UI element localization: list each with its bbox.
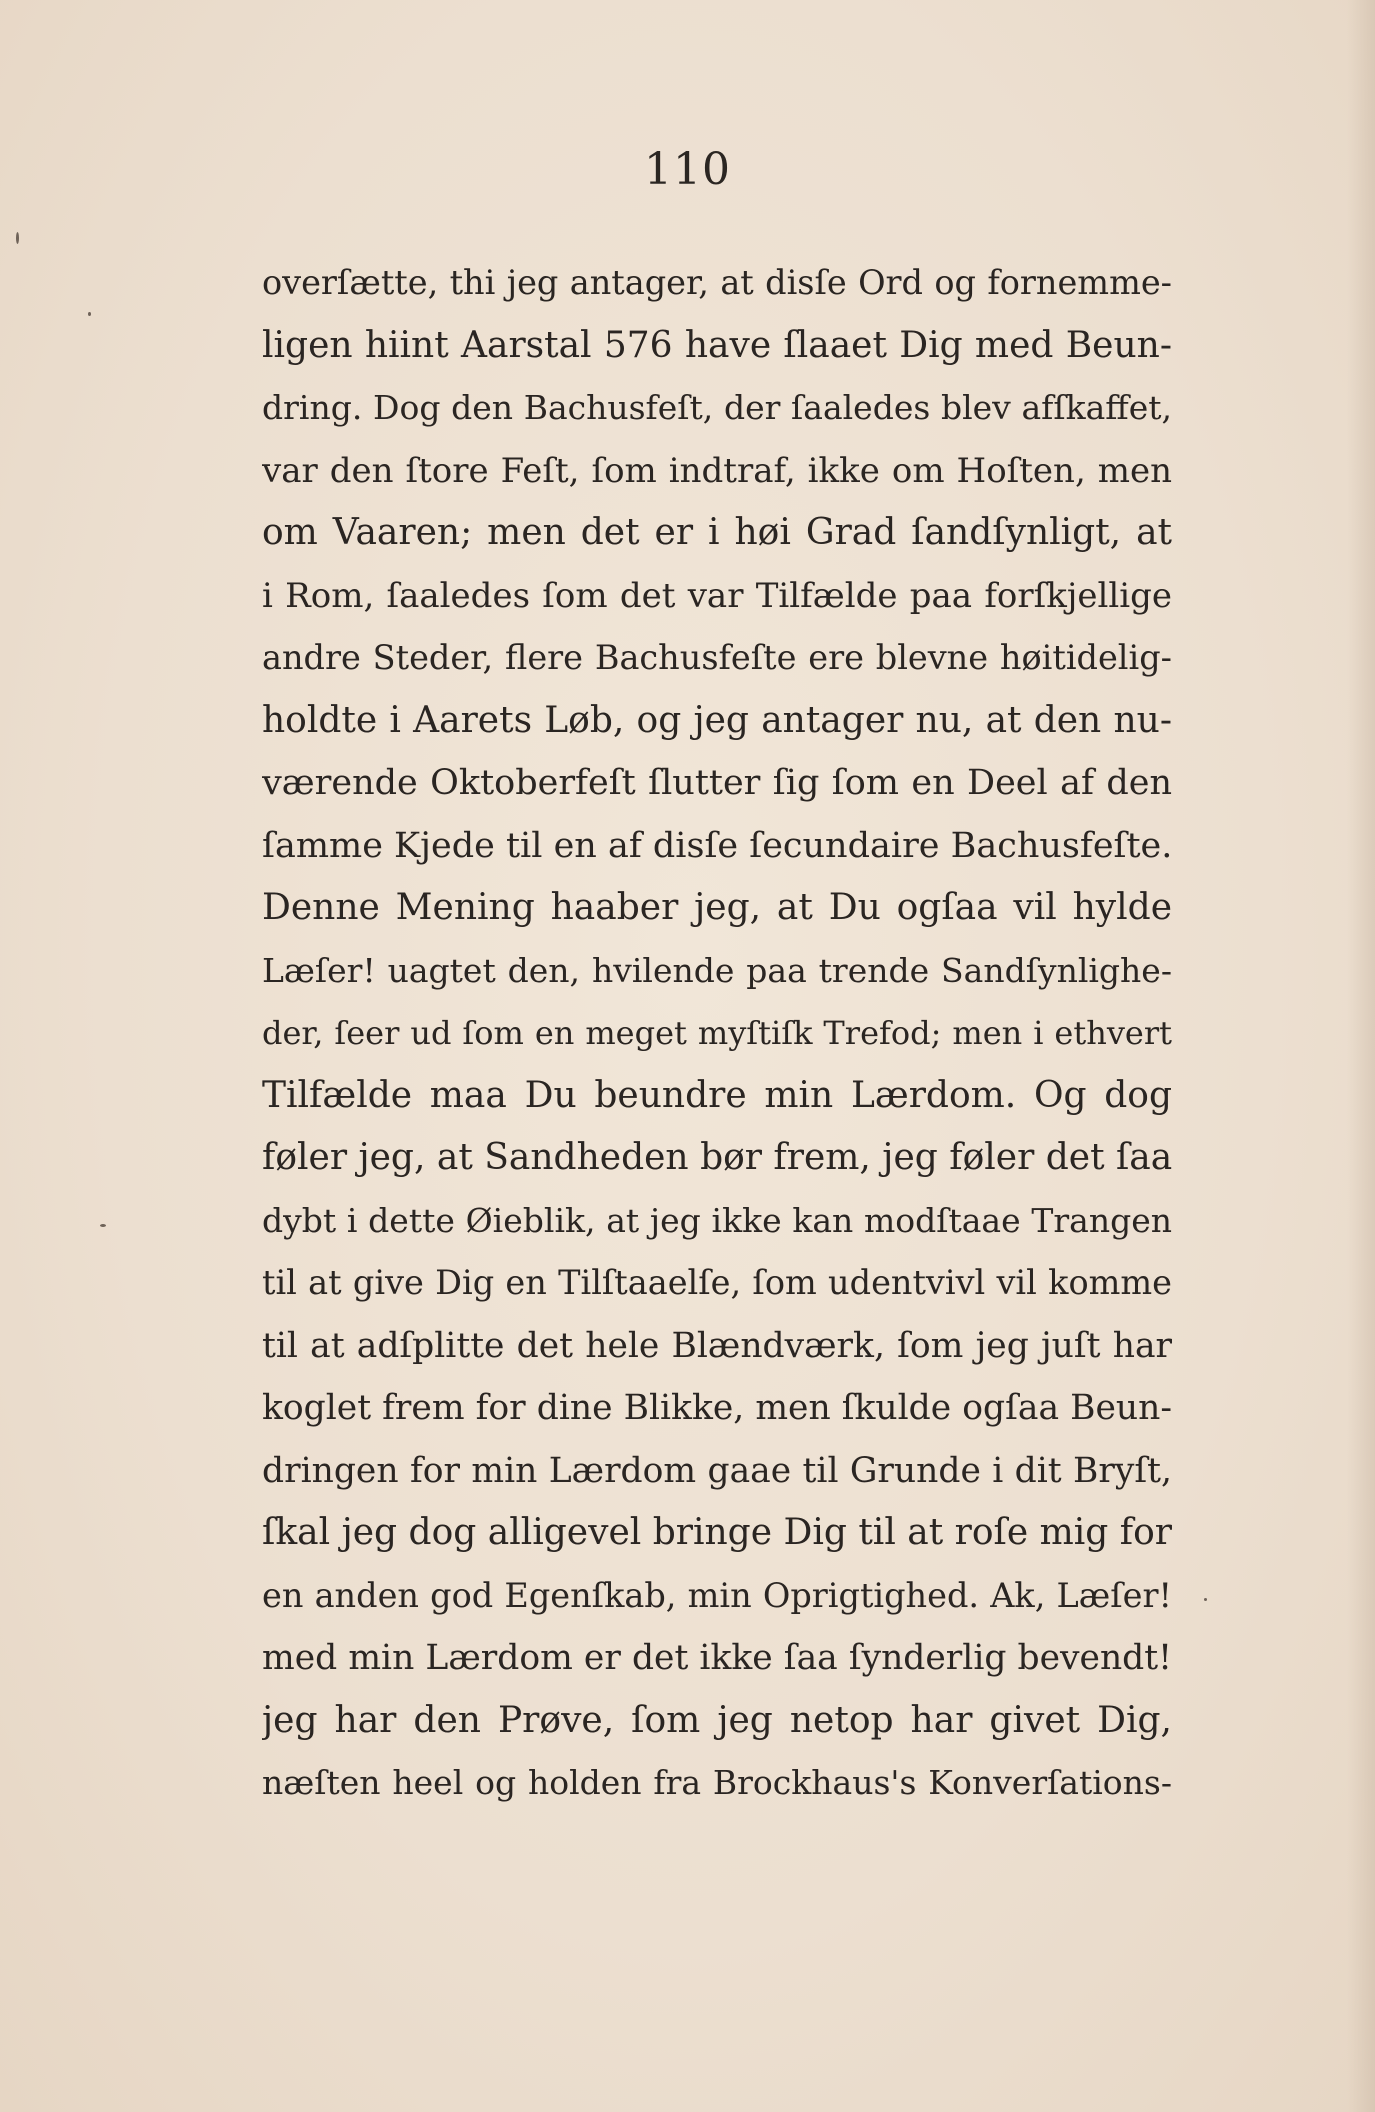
text-line: var den ſtore Feſt, ſom indtraf, ikke om Hoſten, men [262,450,1172,491]
text-line: Tilfælde maa Du beundre min Lærdom. Og dog [262,1074,1172,1116]
text-line: dringen for min Lærdom gaae til Grunde i dit Bryſt, [262,1450,1172,1491]
text-line: føler jeg, at Sandheden bør frem, jeg føler det ſaa [262,1137,1172,1178]
text-line: holdte i Aarets Løb, og jeg antager nu, at den nu- [262,699,1172,741]
text-line: ſamme Kjede til en af disſe ſecundaire Bachusfeſte. [262,825,1172,866]
text-line: til at give Dig en Tilſtaaelſe, ſom udentvivl vil komme [262,1263,1172,1302]
text-line: ligen hiint Aarstal 576 have ſlaaet Dig med Beun- [262,324,1172,366]
text-line: koglet frem for dine Blikke, men ſkulde ogſaa Beun- [262,1388,1172,1428]
text-line: overſætte, thi jeg antager, at disſe Ord og fornemme- [262,263,1172,302]
text-line: ſkal jeg dog alligevel bringe Dig til at roſe mig for [262,1512,1172,1553]
paper-speck [16,232,19,244]
text-line: i Rom, ſaaledes ſom det var Tilfælde paa forſkjellige [262,575,1172,616]
text-line: en anden god Egenſkab, min Oprigtighed. Ak, Læſer! [262,1575,1172,1615]
paper-speck [100,1224,106,1227]
text-line: der, ſeer ud ſom en meget myſtiſk Trefod; men i ethvert [262,1014,1172,1052]
text-line: med min Lærdom er det ikke ſaa ſynderlig bevendt! [262,1638,1172,1678]
text-line: dybt i dette Øieblik, at jeg ikke kan modſtaae Trangen [262,1200,1172,1240]
paper-speck [88,312,91,316]
page-edge-shadow [1347,0,1375,2112]
body-text [262,252,1172,1815]
text-line: værende Oktoberfeſt ſlutter ſig ſom en Deel af den [262,763,1172,803]
text-line: jeg har den Prøve, ſom jeg netop har givet Dig, [262,1699,1172,1741]
text-line: næſten heel og holden fra Brockhaus's Konverſations- [262,1763,1172,1802]
page-number: 110 [644,144,731,195]
text-line: andre Steder, flere Bachusfeſte ere blevne høitidelig- [262,638,1172,677]
text-line: til at adſplitte det hele Blændværk, ſom jeg juſt har [262,1325,1172,1366]
text-line: Læſer! uagtet den, hvilende paa trende Sandſynlighe- [262,950,1172,990]
text-line: dring. Dog den Bachusfeſt, der ſaaledes blev afſkaffet, [262,388,1172,427]
text-line: om Vaaren; men det er i høi Grad ſandſynligt, at [262,512,1172,553]
paper-speck [1204,1598,1207,1601]
text-line: Denne Mening haaber jeg, at Du ogſaa vil hylde [262,887,1172,928]
